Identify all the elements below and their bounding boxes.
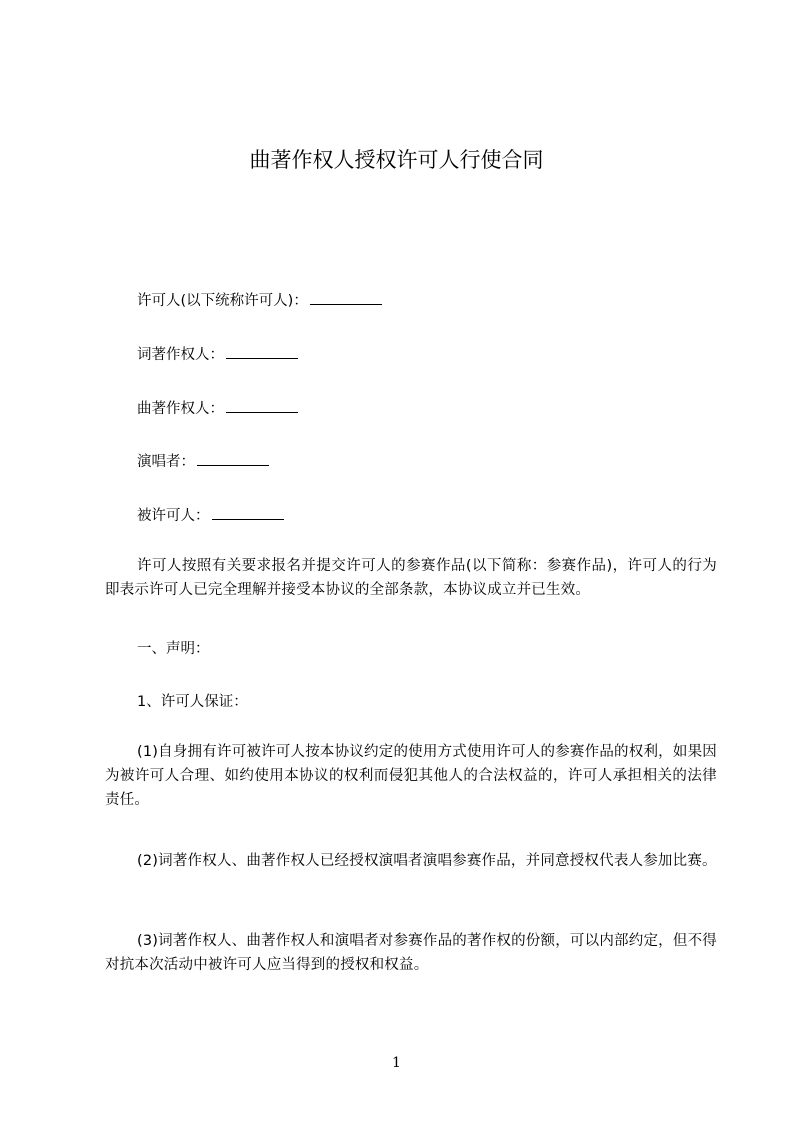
performer-field (137, 452, 269, 472)
licensee-blank[interactable] (212, 507, 284, 520)
clause-3: (3)词著作权人、曲著作权人和演唱者对参赛作品的著作权的份额，可以内部约定，但不得对抗本次活动中被许可人应当得到的授权和权益。 (105, 933, 717, 973)
page-number: 1 (392, 1055, 401, 1071)
subsection1-heading: 1、许可人保证： (137, 694, 248, 710)
licensee-field (137, 506, 284, 526)
clause-2: (2)词著作权人、曲著作权人已经授权演唱者演唱参赛作品，并同意授权代表人参加比赛。 (137, 853, 717, 869)
lyricist-blank[interactable] (226, 346, 298, 359)
performer-label: 演唱者： (137, 454, 195, 470)
performer-blank[interactable] (197, 453, 269, 466)
section1-heading: 一、声明： (137, 641, 210, 657)
composer-label: 曲著作权人： (137, 401, 224, 417)
document-title: 曲著作权人授权许可人行使合同 (249, 148, 544, 172)
licensee-label: 被许可人： (137, 508, 210, 524)
lyricist-label: 词著作权人： (137, 347, 224, 363)
clause-1: (1)自身拥有许可被许可人按本协议约定的使用方式使用许可人的参赛作品的权利，如果因为被许可人合理、如约使用本协议的权利而侵犯其他人的合法权益的，许可人承担相关的法律责任。 (105, 744, 717, 808)
lyricist-field (137, 345, 298, 365)
licensor-label: 许可人(以下统称许可人)： (137, 293, 308, 309)
intro-paragraph: 许可人按照有关要求报名并提交许可人的参赛作品(以下简称：参赛作品)，许可人的行为即表示许可人已完全理解并接受本协议的全部条款，本协议成立并已生效。 (105, 558, 717, 598)
composer-field (137, 399, 298, 419)
licensor-field (137, 291, 382, 311)
licensor-blank[interactable] (310, 292, 382, 305)
composer-blank[interactable] (226, 400, 298, 413)
